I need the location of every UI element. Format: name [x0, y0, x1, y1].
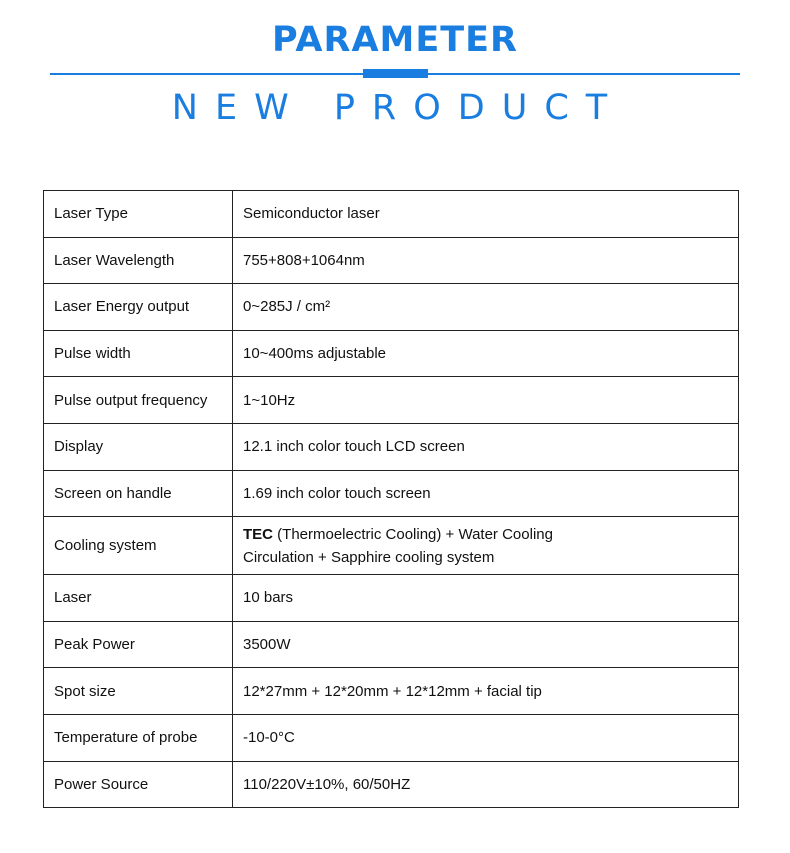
- table-row: [44, 330, 739, 377]
- page-title: PARAMETER: [271, 20, 519, 60]
- spec-value: 10~400ms adjustable: [233, 330, 739, 377]
- table-row: [44, 761, 739, 808]
- spec-value: 12.1 inch color touch LCD screen: [233, 423, 739, 470]
- header-divider-accent: [363, 69, 428, 78]
- table-row: [44, 191, 739, 238]
- spec-value: 3500W: [233, 621, 739, 668]
- table-row: [44, 668, 739, 715]
- spec-label: Laser: [44, 575, 233, 622]
- spec-label: Laser Energy output: [44, 284, 233, 331]
- spec-value-line2: Circulation + Sapphire cooling system: [243, 548, 495, 566]
- table-row: [44, 621, 739, 668]
- spec-label: Cooling system: [44, 517, 233, 575]
- table-row: [44, 377, 739, 424]
- spec-value: Semiconductor laser: [233, 191, 739, 238]
- spec-label: Pulse width: [44, 330, 233, 377]
- spec-value: -10-0°C: [233, 714, 739, 761]
- spec-value: 1~10Hz: [233, 377, 739, 424]
- spec-label: Laser Type: [44, 191, 233, 238]
- table-row: [44, 423, 739, 470]
- spec-value: 12*27mm + 12*20mm + 12*12mm + facial tip: [233, 668, 739, 715]
- table-row: [44, 470, 739, 517]
- spec-value: 10 bars: [233, 575, 739, 622]
- spec-value: 0~285J / cm²: [233, 284, 739, 331]
- spec-value: 110/220V±10%, 60/50HZ: [233, 761, 739, 808]
- spec-label: Spot size: [44, 668, 233, 715]
- spec-label: Temperature of probe: [44, 714, 233, 761]
- table-row: [44, 517, 739, 575]
- spec-value-bold: TEC: [243, 525, 273, 543]
- spec-label: Screen on handle: [44, 470, 233, 517]
- spec-table: [43, 190, 739, 808]
- table-row: [44, 714, 739, 761]
- spec-label: Power Source: [44, 761, 233, 808]
- spec-label: Peak Power: [44, 621, 233, 668]
- table-row: [44, 284, 739, 331]
- spec-value: [233, 517, 739, 575]
- table-row: [44, 237, 739, 284]
- spec-value: 755+808+1064nm: [233, 237, 739, 284]
- spec-label: Pulse output frequency: [44, 377, 233, 424]
- spec-value-line1: (Thermoelectric Cooling) + Water Cooling: [273, 525, 553, 543]
- page-subtitle: NEW PRODUCT: [171, 88, 625, 128]
- table-row: [44, 575, 739, 622]
- spec-label: Laser Wavelength: [44, 237, 233, 284]
- spec-label: Display: [44, 423, 233, 470]
- spec-value: 1.69 inch color touch screen: [233, 470, 739, 517]
